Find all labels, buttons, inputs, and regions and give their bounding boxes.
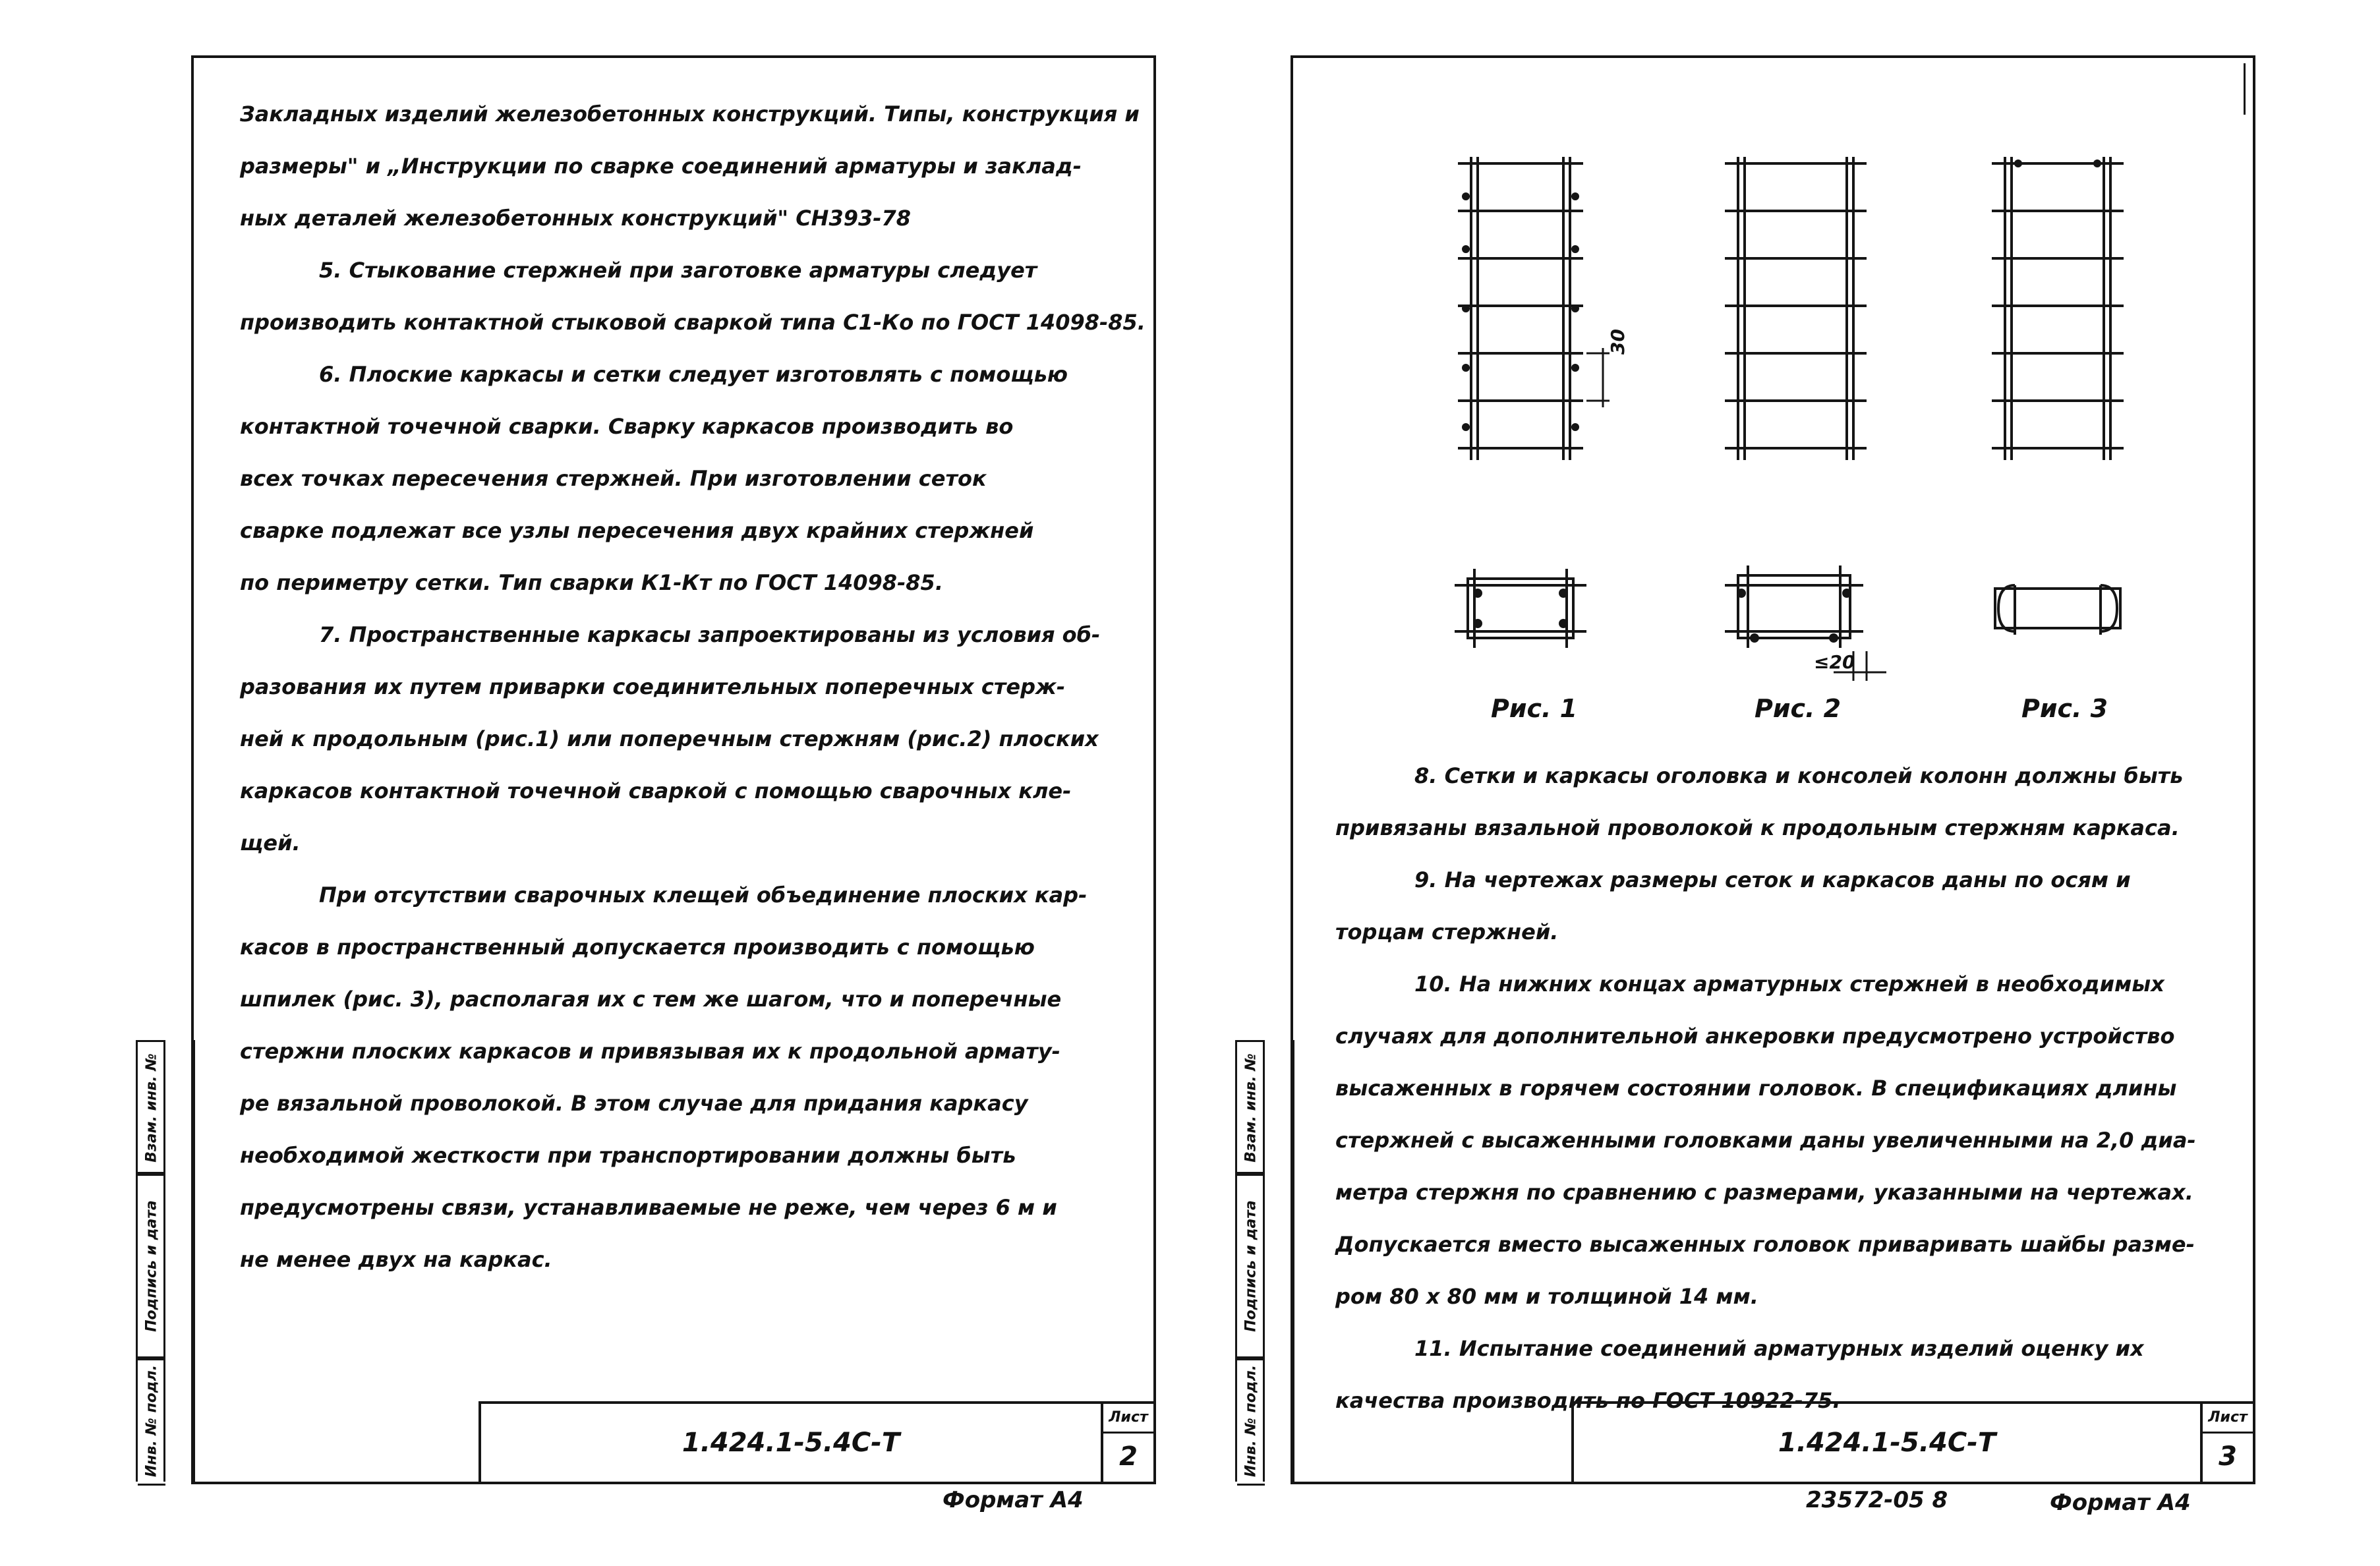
dim-spacing-label: ≤20 xyxy=(1814,651,1855,673)
stamp-cell-replaced-inv: Взам. инв. № xyxy=(138,1040,165,1176)
text-line: При отсутствии сварочных клещей объединение плоских кар- xyxy=(319,883,1088,908)
text-line: привязаны вязальной проволокой к продольным стержням каркаса. xyxy=(1335,815,2180,840)
stamp-cell-replaced-inv: Взам. инв. № xyxy=(1237,1040,1265,1176)
text-line: контактной точечной сварки. Сварку каркасов производить во xyxy=(240,414,1014,439)
text-line: предусмотрены связи, устанавливаемые не реже, чем через 6 м и xyxy=(240,1195,1057,1220)
fig2-section xyxy=(1725,566,1886,681)
fig2-caption: Рис. 2 xyxy=(1755,694,1842,723)
right-sheet xyxy=(1242,55,2255,1484)
text-line: необходимой жесткости при транспортировании должны быть xyxy=(240,1143,1016,1168)
text-line: разования их путем приварки соединительных поперечных стерж- xyxy=(240,674,1066,699)
left-body-text xyxy=(240,88,1146,1286)
text-line: 8. Сетки и каркасы оголовка и консолей колонн должны быть xyxy=(1414,763,2184,788)
fig1-section xyxy=(1455,569,1586,648)
document-code: 1.424.1-5.4С-Т xyxy=(1574,1404,2203,1482)
text-line: производить контактной стыковой сваркой типа С1-Ко по ГОСТ 14098-85. xyxy=(240,310,1146,335)
left-sheet xyxy=(143,55,1156,1484)
text-line: размеры" и „Инструкции по сварке соединений арматуры и заклад- xyxy=(240,154,1082,179)
sheet-number: 2 xyxy=(1119,1441,1138,1472)
right-title-block xyxy=(1571,1401,2253,1482)
stamp-cell-signature-date: Подпись и дата xyxy=(1237,1172,1265,1360)
archive-number: 23572-05 8 xyxy=(1806,1487,1948,1513)
text-line: касов в пространственный допускается производить с помощью xyxy=(240,935,1035,960)
text-line: ных деталей железобетонных конструкций" СН393-78 xyxy=(240,206,912,231)
sheet-label: Лист xyxy=(2203,1404,2253,1434)
text-line: 11. Испытание соединений арматурных изделий оценку их xyxy=(1414,1336,2144,1361)
text-line: щей. xyxy=(240,830,301,856)
fig3-caption: Рис. 3 xyxy=(2021,694,2108,723)
fig3-elevation xyxy=(1992,157,2124,460)
stamp-cell-inv-original: Инв. № подл. xyxy=(1237,1356,1265,1486)
pitch-dimension xyxy=(1586,348,1610,407)
text-line: ре вязальной проволокой. В этом случае для придания каркасу xyxy=(240,1091,1028,1116)
left-title-block xyxy=(479,1401,1153,1482)
right-format-label: Формат А4 xyxy=(2050,1490,2191,1516)
fig1-elevation xyxy=(1458,157,1583,460)
stamp-cell-signature-date: Подпись и дата xyxy=(138,1172,165,1360)
text-line: 7. Пространственные каркасы запроектированы из условия об- xyxy=(319,622,1101,647)
text-line: не менее двух на каркас. xyxy=(240,1247,552,1272)
text-line: шпилек (рис. 3), располагая их с тем же шагом, что и поперечные xyxy=(240,987,1062,1012)
text-line: по периметру сетки. Тип сварки К1-Кт по ГОСТ 14098-85. xyxy=(240,570,943,595)
text-line: ром 80 х 80 мм и толщиной 14 мм. xyxy=(1335,1284,1758,1309)
text-line: качества производить по ГОСТ 10922-75. xyxy=(1335,1388,1841,1413)
text-line: 5. Стыкование стержней при заготовке арматуры следует xyxy=(319,258,1037,283)
text-line: всех точках пересечения стержней. При изготовлении сеток xyxy=(240,466,987,491)
right-body-text xyxy=(1335,750,2196,1427)
text-line: стержни плоских каркасов и привязывая их к продольной армату- xyxy=(240,1039,1060,1064)
text-line: стержней с высаженными головками даны увеличенными на 2,0 диа- xyxy=(1335,1128,2196,1153)
reinforcement-cage-figures xyxy=(1293,58,2253,730)
text-line: ней к продольным (рис.1) или поперечным стержням (рис.2) плоских xyxy=(240,726,1099,751)
text-line: метра стержня по сравнению с размерами, указанными на чертежах. xyxy=(1335,1180,2193,1205)
text-line: 9. На чертежах размеры сеток и каркасов даны по осям и xyxy=(1414,867,2131,892)
fig2-elevation xyxy=(1725,157,1867,460)
fig3-section xyxy=(1995,585,2120,635)
text-line: 6. Плоские каркасы и сетки следует изготовлять с помощью xyxy=(319,362,1068,387)
sheet-label: Лист xyxy=(1103,1404,1153,1434)
text-line: торцам стержней. xyxy=(1335,919,1559,944)
dim-pitch-label: 30 xyxy=(1607,329,1629,355)
text-line: Закладных изделий железобетонных конструкций. Типы, конструкция и xyxy=(240,102,1140,127)
left-format-label: Формат А4 xyxy=(943,1487,1084,1513)
text-line: Допускается вместо высаженных головок приваривать шайбы разме- xyxy=(1335,1232,2195,1257)
stamp-blank-column xyxy=(1263,1040,1294,1482)
stamp-cell-inv-original: Инв. № подл. xyxy=(138,1356,165,1486)
text-line: высаженных в горячем состоянии головок. В спецификациях длины xyxy=(1335,1076,2177,1101)
fig1-caption: Рис. 1 xyxy=(1491,694,1578,723)
text-line: сварке подлежат все узлы пересечения двух крайних стержней xyxy=(240,518,1034,543)
text-line: случаях для дополнительной анкеровки предусмотрено устройство xyxy=(1335,1024,2175,1049)
right-side-stamp xyxy=(1235,1040,1291,1482)
text-line: 10. На нижних концах арматурных стержней в необходимых xyxy=(1414,972,2164,997)
text-line: каркасов контактной точечной сваркой с помощью сварочных кле- xyxy=(240,778,1072,803)
stamp-blank-column xyxy=(163,1040,195,1482)
sheet-number: 3 xyxy=(2219,1441,2237,1472)
left-side-stamp xyxy=(136,1040,191,1482)
document-code: 1.424.1-5.4С-Т xyxy=(481,1404,1103,1482)
